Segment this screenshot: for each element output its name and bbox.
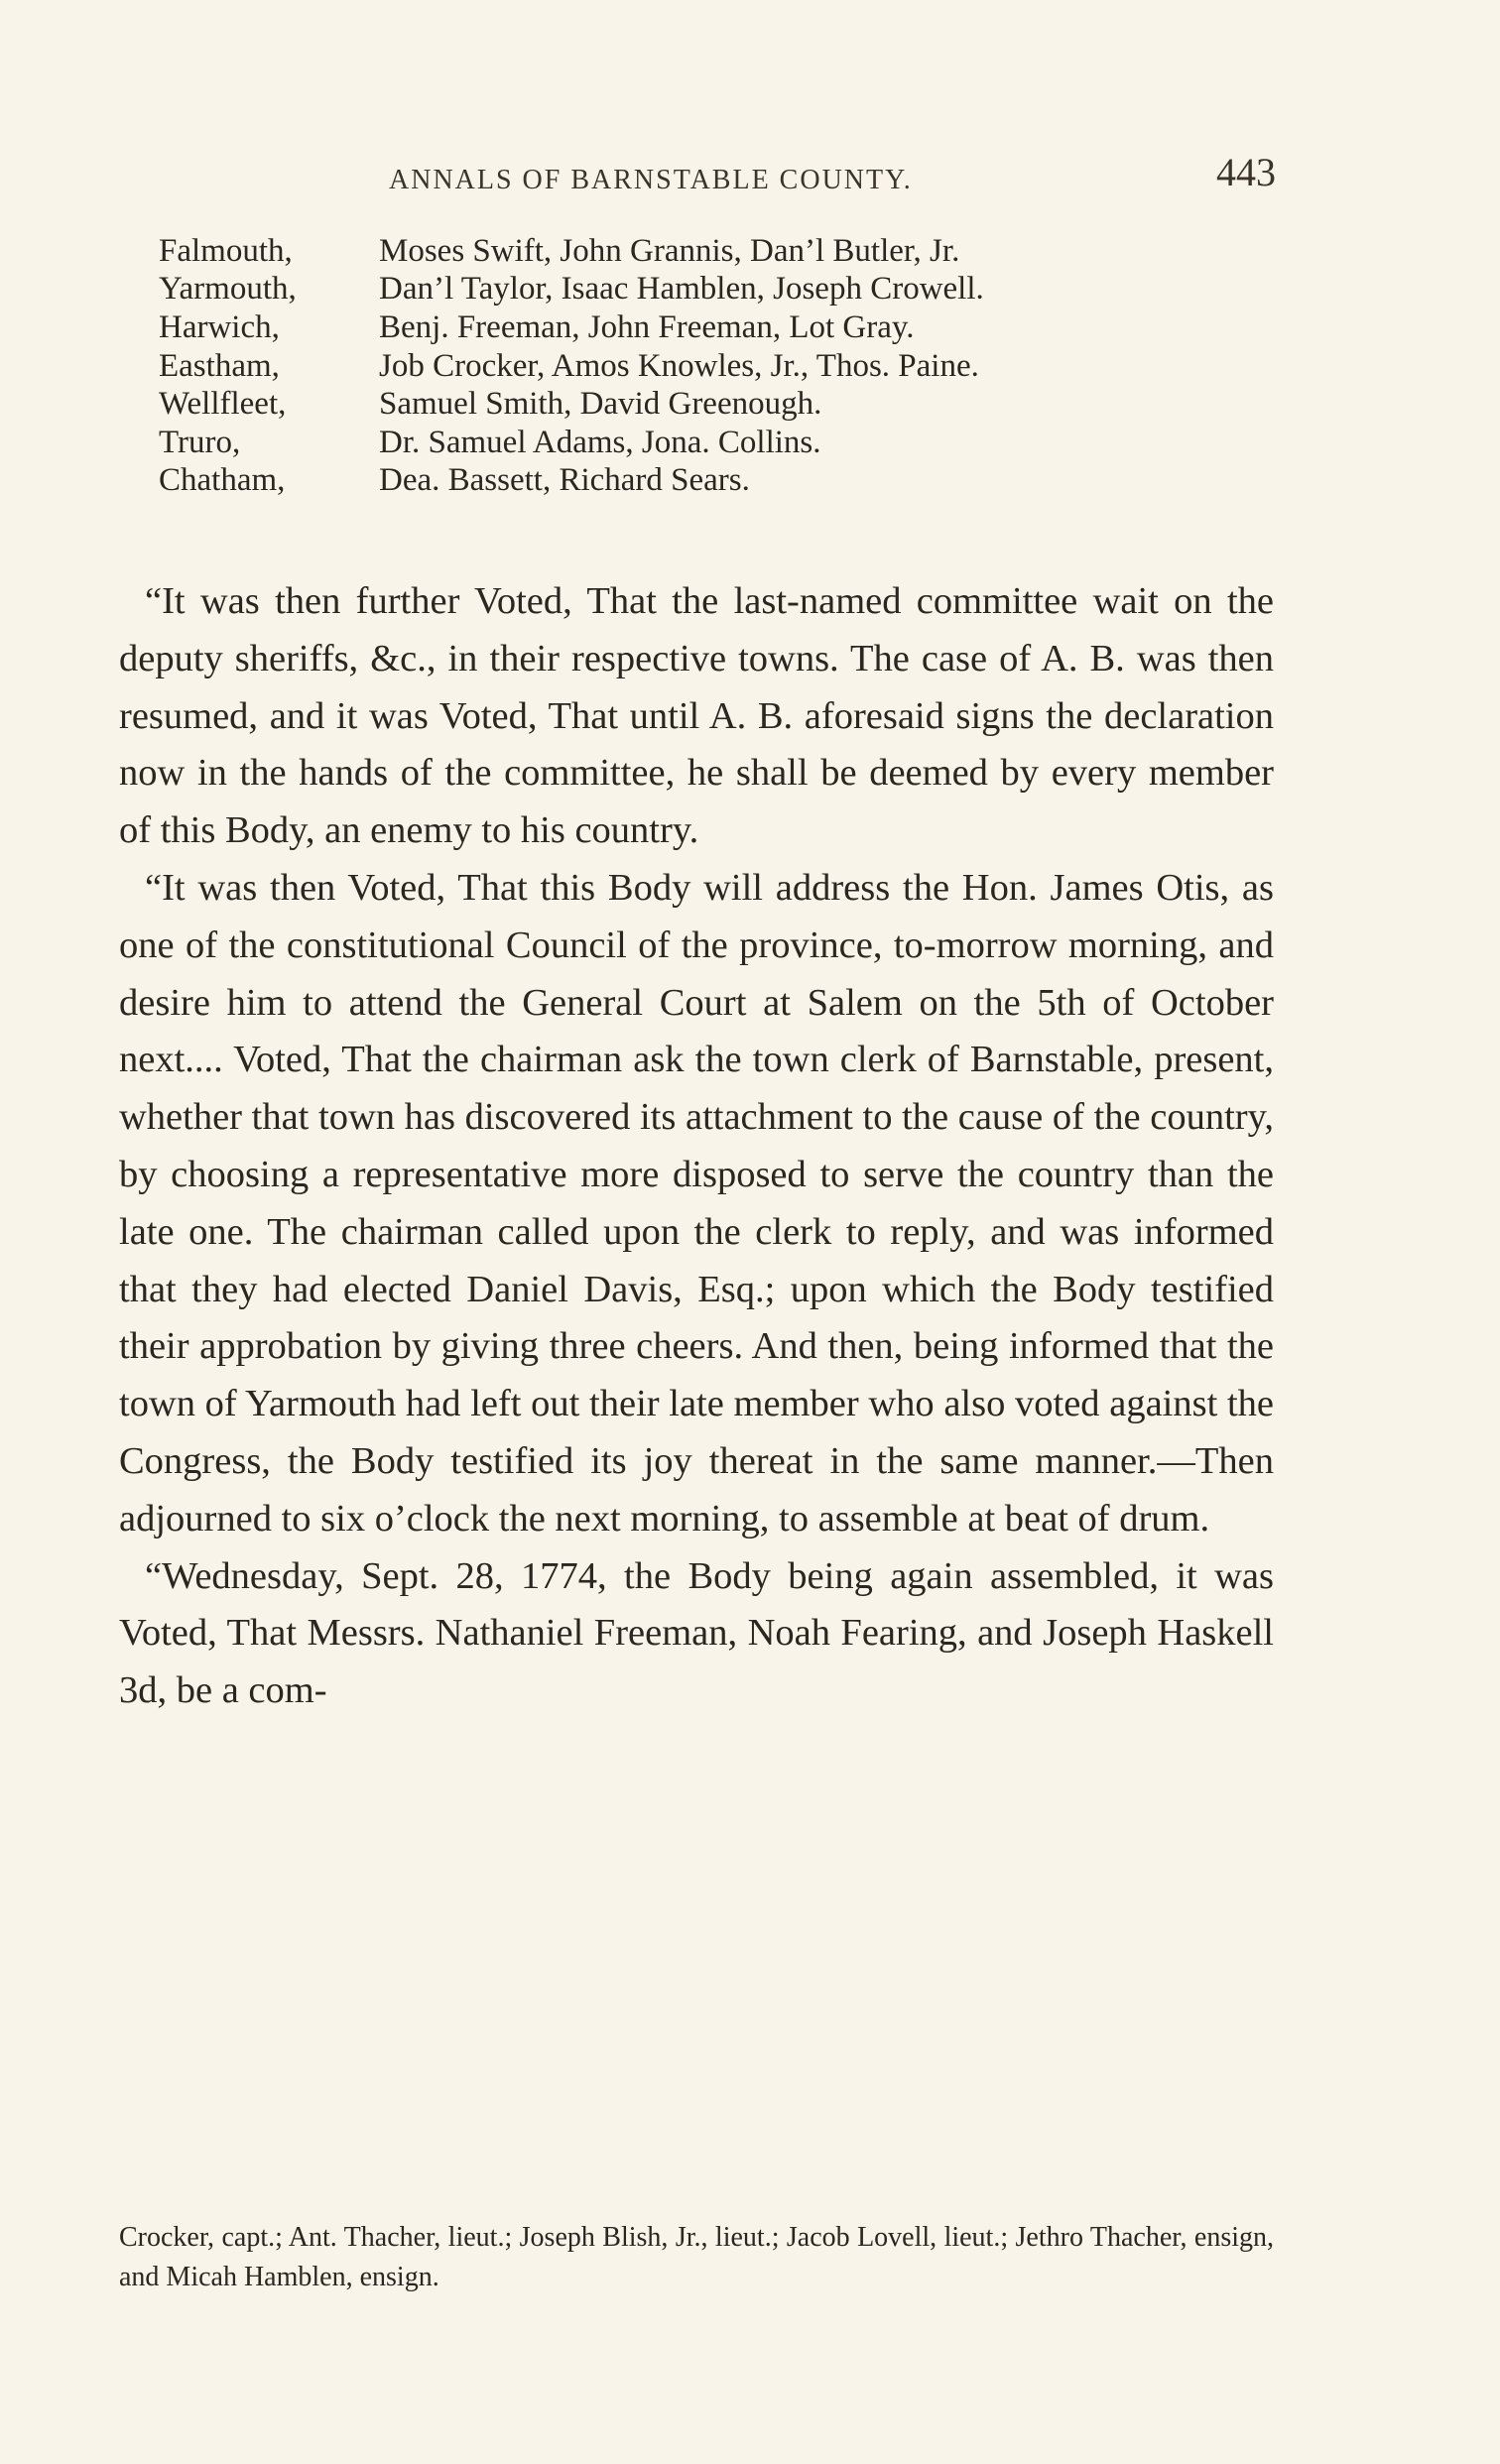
committee-members: Samuel Smith, David Greenough.: [379, 386, 822, 423]
committee-row: [159, 271, 1280, 309]
committee-members: Moses Swift, John Grannis, Dan’l Butler, Jr.: [379, 232, 960, 269]
committee-row: [159, 308, 1280, 347]
footnote: Crocker, capt.; Ant. Thacher, lieut.; Joseph Blish, Jr., lieut.; Jacob Lovell, lieut.; Jethro Thacher, ensign, and Micah Hamblen, ensign.: [119, 2222, 1274, 2292]
committee-list: [159, 232, 1280, 500]
paragraph: “It was then further Voted, That the last-named committee wait on the deputy sheriffs, &c., in their respective towns. The case of A. B. was then resumed, and it was Voted, That until A. B. aforesaid signs the declaration now in the hands of the committee, he shall be deemed by every member of this Body, an enemy to his country.: [119, 580, 1274, 852]
committee-row: [159, 424, 1280, 462]
running-head: ANNALS OF BARNSTABLE COUNTY.: [389, 165, 913, 195]
committee-members: Dr. Samuel Adams, Jona. Collins.: [379, 424, 821, 460]
town-name: Harwich,: [159, 308, 280, 345]
paragraph: “Wednesday, Sept. 28, 1774, the Body being again assembled, it was Voted, That Messrs. Nathaniel Freeman, Noah Fearing, and Joseph Haskell 3d, be a com-: [119, 1554, 1274, 1712]
town-name: Chatham,: [159, 462, 286, 499]
committee-members: Dan’l Taylor, Isaac Hamblen, Joseph Crowell.: [379, 271, 984, 308]
committee-row: [159, 232, 1280, 271]
body-text: [119, 573, 1274, 1720]
committee-members: Benj. Freeman, John Freeman, Lot Gray.: [379, 308, 915, 345]
committee-row: [159, 462, 1280, 501]
page-number: 443: [1216, 150, 1276, 194]
town-name: Falmouth,: [159, 232, 293, 269]
paragraph: “It was then Voted, That this Body will address the Hon. James Otis, as one of the constitutional Council of the province, to-morrow morning, and desire him to attend the General Court at Salem on the 5th of October next.... Voted, That the chairman ask the town clerk of Barnstable, present, whether that town has discovered its attachment to the cause of the country, by choosing a representative more disposed to serve the country than the late one. The chairman called upon the clerk to reply, and was informed that they had elected Daniel Davis, Esq.; upon which the Body testified their approbation by giving three cheers. And then, being informed that the town of Yarmouth had left out their late member who also voted against the Congress, the Body testified its joy thereat in the same manner.—Then adjourned to six o’clock the next morning, to assemble at beat of drum.: [119, 866, 1274, 1540]
committee-row: [159, 385, 1280, 424]
page-header: [119, 149, 1276, 208]
town-name: Eastham,: [159, 347, 280, 384]
committee-members: Job Crocker, Amos Knowles, Jr., Thos. Paine.: [379, 347, 979, 384]
town-name: Wellfleet,: [159, 386, 287, 423]
committee-members: Dea. Bassett, Richard Sears.: [379, 462, 750, 499]
town-name: Truro,: [159, 424, 241, 460]
committee-row: [159, 347, 1280, 386]
town-name: Yarmouth,: [159, 271, 297, 308]
